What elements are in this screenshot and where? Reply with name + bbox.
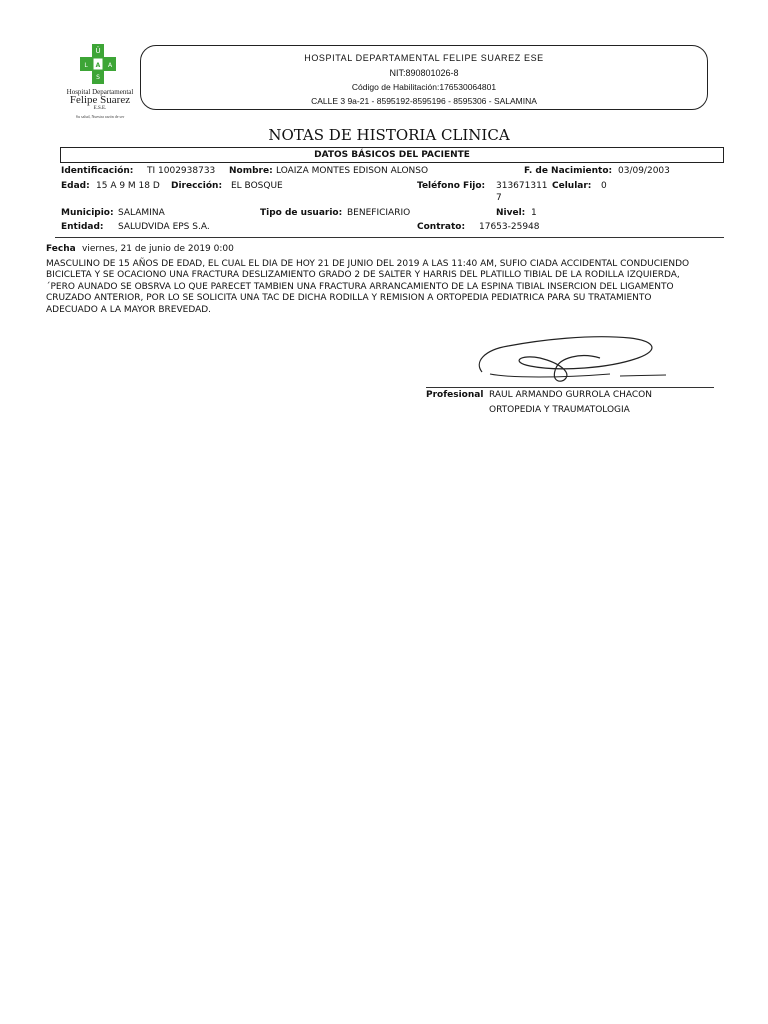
note-line: BICICLETA Y SE OCACIONO UNA FRACTURA DESLIZAMIENTO GRADO 2 DE SALTER Y HARRIS DEL PLATILLO TIBIAL DE LA RODILLA IZQUIERDA,	[46, 270, 680, 281]
age-value: 15 A 9 M 18 D	[96, 181, 160, 191]
section-header: DATOS BÁSICOS DEL PACIENTE	[60, 147, 724, 163]
entity-value: SALUDVIDA EPS S.A.	[118, 222, 210, 232]
cell-label: Celular:	[552, 181, 592, 191]
logo-name-line1: Hospital Departamental	[66, 88, 134, 96]
signature-line	[426, 387, 714, 388]
logo-slogan: Su salud, Nuestra razón de ser	[75, 114, 125, 119]
usertype-label: Tipo de usuario:	[260, 208, 343, 218]
id-value: TI 1002938733	[147, 166, 216, 176]
name-value: LOAIZA MONTES EDISON ALONSO	[276, 166, 429, 176]
svg-text:A: A	[107, 62, 113, 69]
age-label: Edad:	[61, 181, 90, 191]
logo-name-line3: E.S.E.	[93, 106, 107, 111]
name-label: Nombre:	[229, 166, 273, 176]
city-label: Municipio:	[61, 208, 114, 218]
level-label: Nivel:	[496, 208, 526, 218]
divider	[55, 237, 724, 238]
logo-name-line2: Felipe Suarez	[69, 94, 131, 106]
address-label: Dirección:	[171, 181, 223, 191]
svg-text:A: A	[95, 62, 101, 69]
phone-value-line2: 7	[496, 193, 502, 203]
birth-value: 03/09/2003	[618, 166, 670, 176]
hospital-cross-icon	[80, 44, 116, 84]
hospital-name: HOSPITAL DEPARTAMENTAL FELIPE SUAREZ ESE	[304, 53, 544, 63]
level-value: 1	[531, 208, 537, 218]
hospital-logo	[58, 44, 142, 124]
clinical-note	[46, 259, 726, 316]
date-label: Fecha	[46, 244, 76, 254]
signature-image	[470, 328, 670, 386]
professional-label: Profesional	[426, 390, 484, 400]
note-line: ´PERO AUNADO SE OBSRVA LO QUE PARECET TAMBIEN UNA FRACTURA ARRANCAMIENTO DE LA ESPINA TIBIAL INSERCION DEL LIGAMENTO	[46, 281, 674, 292]
birth-label: F. de Nacimiento:	[524, 166, 613, 176]
professional-specialty: ORTOPEDIA Y TRAUMATOLOGIA	[489, 405, 630, 415]
contract-value: 17653-25948	[479, 222, 540, 232]
document-title: NOTAS DE HISTORIA CLINICA	[268, 126, 510, 144]
city-value: SALAMINA	[118, 208, 165, 218]
note-line: CRUZADO ANTERIOR, POR LO SE SOLICITA UNA TAC DE DICHA RODILLA Y REMISION A ORTOPEDIA PEDIATRICA PARA SU TRATAMIENTO	[46, 293, 652, 304]
id-label: Identificación:	[61, 166, 134, 176]
habilitation-code: Código de Habilitación:176530064801	[351, 82, 497, 92]
entity-label: Entidad:	[61, 222, 104, 232]
header-box	[140, 45, 708, 110]
hospital-nit: NIT:890801026-8	[389, 68, 459, 78]
address-value: EL BOSQUE	[231, 181, 283, 191]
professional-name: RAUL ARMANDO GURROLA CHACON	[489, 390, 652, 400]
svg-text:S: S	[96, 74, 100, 81]
cell-value: 0	[601, 181, 607, 191]
hospital-address: CALLE 3 9a-21 - 8595192-8595196 - 8595306 - SALAMINA	[311, 96, 537, 106]
usertype-value: BENEFICIARIO	[347, 208, 411, 218]
phone-value-line1: 313671311	[496, 181, 548, 191]
svg-text:L: L	[84, 62, 88, 69]
svg-text:Ü: Ü	[95, 47, 101, 55]
note-line: ADECUADO A LA MAYOR BREVEDAD.	[46, 304, 212, 315]
note-line: MASCULINO DE 15 AÑOS DE EDAD, EL CUAL EL DIA DE HOY 21 DE JUNIO DEL 2019 A LAS 11:40 AM, SUFIO CIADA ACCIDENTAL CONDUCIENDO	[46, 259, 690, 269]
date-value: viernes, 21 de junio de 2019 0:00	[82, 244, 234, 254]
contract-label: Contrato:	[417, 222, 466, 232]
phone-label: Teléfono Fijo:	[417, 181, 486, 191]
